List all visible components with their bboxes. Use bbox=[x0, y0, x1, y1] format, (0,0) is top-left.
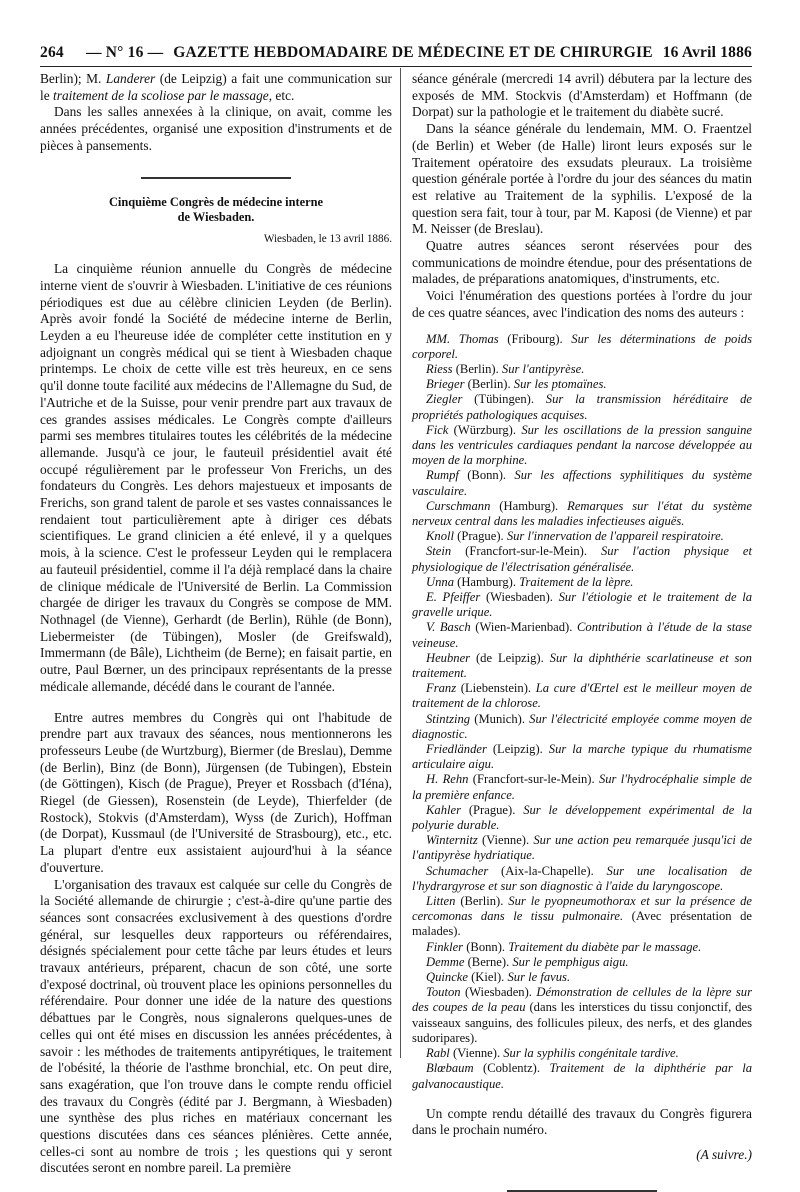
list-item bbox=[412, 575, 752, 590]
page-header bbox=[40, 42, 752, 64]
entry-topic: Sur les affections syphilitiques du système vasculaire. bbox=[412, 468, 752, 498]
entry-topic: Traitement de la diphthérie par la galvanocaustique. bbox=[412, 1061, 752, 1091]
right-paragraph-2: Dans la séance générale du lendemain, MM. O. Fraentzel (de Berlin) et Weber (de Halle) liront leurs exposés sur le Traitement opératoire des exsudats pleuraux. La troisième question générale portée à l'ordre du jour des séances du matin est relative au Traitement de la syphilis. L'exposé de la question sera fait, tour à tour, par M. Kaposi (de Vienne) et par M. Neisser (de Breslau). bbox=[412, 121, 752, 237]
entry-author: E. Pfeiffer bbox=[426, 590, 481, 604]
list-item bbox=[412, 772, 752, 802]
issue-date: 16 Avril 1886 bbox=[662, 44, 752, 61]
entry-place: (de Leipzig). bbox=[470, 650, 550, 665]
left-column bbox=[40, 71, 392, 1177]
list-item bbox=[412, 955, 752, 970]
list-item bbox=[412, 1061, 752, 1091]
entry-author: Heubner bbox=[426, 650, 471, 665]
entry-place: (Würzburg). bbox=[448, 422, 522, 437]
column-divider bbox=[400, 68, 401, 1058]
list-item bbox=[412, 362, 752, 377]
dateline: Wiesbaden, le 13 avril 1886. bbox=[263, 232, 392, 245]
list-item bbox=[412, 468, 752, 498]
entry-author: Schumacher bbox=[426, 863, 489, 878]
entry-place: (Prague). bbox=[460, 802, 524, 817]
list-item bbox=[412, 833, 752, 863]
entry-place: (Wien-Marienbad). bbox=[470, 620, 578, 635]
entry-topic: Traitement de la lèpre. bbox=[519, 574, 634, 589]
list-item bbox=[412, 392, 752, 422]
communication-list bbox=[412, 332, 752, 1092]
entry-topic: Remarques sur l'état du système nerveux central dans les maladies infectieuses aiguës. bbox=[412, 498, 752, 528]
entry-note: (Avec présentation de malades). bbox=[412, 909, 752, 939]
entry-place: (Hamburg). bbox=[454, 574, 520, 589]
section-separator bbox=[141, 177, 291, 179]
entry-place: (Aix-la-Chapelle). bbox=[488, 863, 607, 878]
entry-place: (Francfort-sur-le-Mein). bbox=[468, 772, 599, 787]
list-item bbox=[412, 499, 752, 529]
entry-place: (Berlin). bbox=[464, 377, 514, 392]
entry-author: Fick bbox=[426, 422, 449, 437]
continued-paragraph-2: Dans les salles annexées à la clinique, on avait, comme les années précédentes, organisé une exposition d'instruments et de pièces à pansements. bbox=[40, 104, 392, 153]
entry-place: (Coblentz). bbox=[473, 1061, 550, 1076]
list-item bbox=[412, 681, 752, 711]
entry-topic: Sur le pemphigus aigu. bbox=[512, 954, 629, 969]
continued-paragraph-1: Berlin); M. Landerer (de Leipzig) a fait une communication sur le traitement de la scoliose par le massage, etc. bbox=[40, 71, 392, 103]
list-item bbox=[412, 742, 752, 772]
entry-topic: Sur une action peu remarquée jusqu'ici de l'antipyrèse hydriatique. bbox=[412, 833, 752, 863]
entry-place: (Prague). bbox=[454, 529, 507, 544]
article-paragraph-1: La cinquième réunion annuelle du Congrès de médecine interne vient de s'ouvrir à Wiesbaden. L'initiative de ces réunions périodiques est due au célèbre clinicien Leyden (de Berlin). Après avoir fondé la Société de médecine interne de Berlin, Leyden a eu l'heureuse idée de compléter cette institution en y adjoignant un congrès médical qui se tient à Wiesbaden chaque printemps. Le choix de cette ville est très heureux, en ce sens qu'il donne toute facilité aux médecins de l'Allemagne du Sud, de l'Autriche et de la Suisse, pour venir prendre part aux travaux de ces grandes assises médicales. Le Congrès compte d'ailleurs parmi ses membres titulaires toutes les célébrités de la médecine allemande. Jusqu'à ce jour, le fauteuil présidentiel avait été occupé régulièrement par le professeur Von Frerichs, un des fondateurs du Congrès. Les dehors majestueux et imposants de Frerichs, son grand talent de parole et ses vastes connaissances le rendaient tout particulièrement apte à diriger ces débats scientifiques. Le grand clinicien a été enlevé, il y a quelques mois, à la science. C'est le professeur Leyden qui le remplacera au fauteuil présidentiel, comme il l'a déjà remplacé dans la chaire de clinique médicale de l'Université de Berlin. La Commission chargée de diriger les travaux du Congrès se compose de MM. Nothnagel (de Vienne), Gerhardt (de Berlin), Rühle (de Bonn), Liebermeister (de Tübingen), Mosler (de Greifswald), Immermann (de Bâle), Lichtheim (de Berne); en faisait partie, en outre, Paul Bœrner, un des principaux représentants de la presse médicale allemande, décédé dans le courant de l'année. bbox=[40, 261, 392, 694]
entry-topic: Sur l'hydrocéphalie simple de la première enfance. bbox=[412, 772, 752, 802]
entry-place: (Kiel). bbox=[467, 970, 508, 985]
list-item bbox=[412, 377, 752, 392]
entry-author: Brieger bbox=[426, 377, 465, 392]
list-item bbox=[412, 970, 752, 985]
entry-author: Unna bbox=[426, 574, 454, 589]
entry-place: (Liebenstein). bbox=[456, 681, 536, 696]
entry-topic: Sur l'innervation de l'appareil respiratoire. bbox=[506, 529, 724, 544]
entry-author: Quincke bbox=[426, 970, 468, 985]
entry-author: Stein bbox=[426, 544, 452, 559]
entry-topic: Sur la diphthérie scarlatineuse et son traitement. bbox=[412, 650, 752, 681]
entry-place: (Tübingen). bbox=[462, 392, 546, 407]
right-paragraph-4: Voici l'énumération des questions portées à l'ordre du jour de ces quatre séances, avec l'indication des noms des auteurs : bbox=[412, 288, 752, 320]
right-paragraph-1: séance générale (mercredi 14 avril) débutera par la lecture des exposés de MM. Stockvis (d'Amsterdam) et Hoffmann (de Dorpat) sur la pathologie et le traitement du diabète sucré. bbox=[412, 71, 752, 120]
issue-number: — N° 16 — bbox=[86, 44, 164, 61]
list-item bbox=[412, 423, 752, 469]
entry-topic: Contribution à l'étude de la stase veineuse. bbox=[412, 620, 752, 650]
header-rule bbox=[40, 66, 752, 67]
list-item bbox=[412, 985, 752, 1046]
list-item bbox=[412, 803, 752, 833]
entry-topic: Sur les déterminations de poids corporel. bbox=[412, 331, 753, 361]
entry-author: Litten bbox=[426, 894, 456, 909]
right-column bbox=[412, 71, 752, 1192]
entry-author: H. Rehn bbox=[426, 772, 469, 787]
entry-author: Friedländer bbox=[426, 742, 487, 757]
list-item bbox=[412, 332, 752, 362]
list-item bbox=[412, 651, 752, 681]
entry-topic: Sur l'électricité employée comme moyen de diagnostic. bbox=[412, 711, 752, 741]
entry-topic: Démonstration de cellules de la lèpre sur des coupes de la peau bbox=[412, 985, 752, 1015]
entry-topic: Sur le développement expérimental de la polyurie durable. bbox=[412, 802, 752, 833]
journal-title: GAZETTE HEBDOMADAIRE DE MÉDECINE ET DE CHIRURGIE bbox=[173, 44, 653, 61]
page-number: 264 bbox=[40, 44, 64, 61]
entry-topic: Sur le favus. bbox=[507, 970, 571, 985]
list-item bbox=[412, 529, 752, 544]
entry-author: Franz bbox=[426, 681, 457, 696]
entry-topic: Sur les ptomaïnes. bbox=[513, 377, 607, 392]
list-item bbox=[412, 590, 752, 620]
entry-topic: Sur la syphilis congénitale tardive. bbox=[503, 1046, 679, 1061]
entry-place: (Vienne). bbox=[449, 1046, 504, 1061]
entry-place: (Munich). bbox=[470, 711, 530, 726]
entry-note: (dans les interstices du tissu conjonctif, des vaisseaux sanguins, des follicules pileux, des nerfs, et des glandes sudoripares). bbox=[412, 1000, 752, 1045]
entry-place: (Hamburg). bbox=[490, 498, 568, 513]
entry-author: Blœbaum bbox=[426, 1061, 474, 1076]
list-item bbox=[412, 940, 752, 955]
entry-place: (Bonn). bbox=[458, 468, 515, 483]
entry-topic: Sur une localisation de l'hydrargyrose et sur son diagnostic à l'aide du laryngoscope. bbox=[412, 863, 752, 893]
entry-place: (Bonn). bbox=[463, 939, 509, 954]
entry-place: (Berlin). bbox=[452, 361, 502, 376]
entry-place: (Vienne). bbox=[477, 833, 534, 848]
entry-author: Knoll bbox=[426, 529, 454, 544]
entry-topic: La cure d'Œrtel est le meilleur moyen de traitement de la chlorose. bbox=[412, 681, 752, 711]
entry-topic: Sur l'action physique et physiologique de l'électrisation généralisée. bbox=[412, 544, 753, 574]
entry-author: Rumpf bbox=[426, 468, 459, 483]
closing-paragraph: Un compte rendu détaillé des travaux du Congrès figurera dans le prochain numéro. bbox=[412, 1105, 752, 1138]
entry-place: (Fribourg). bbox=[498, 331, 572, 346]
article-paragraph-3: L'organisation des travaux est calquée sur celle du Congrès de la Société allemande de chirurgie ; c'est-à-dire qu'une partie des séances sont consacrées exclusivement à des questions d'ordre général, sur lesquelles deux rapporteurs ou référendaires, désignés spécialement pour cette tâche par leurs études et leurs travaux antérieurs, préparent, chacun de son côté, une sorte d'exposé doctrinal, où trouvent place les opinions personnelles du référendaire. Pour donner une idée de la nature des questions débattues par le Congrès, nous signalerons quelques-unes de celles qui ont été mises en discussion les années précédentes, à savoir : les méthodes de traitements antipyrétiques, le traitement de l'obésité, la théorie de l'asthme bronchial, etc. On peut dire, sans exagération, que l'on trouve dans le compte rendu officiel des travaux du Congrès (édité par J. Bergmann, à Wiesbaden) une synthèse des plus riches en matériaux concernant les questions discutées dans ces séances plénières. Cette année, celles-ci sont au nombre de trois ; les questions qui y seront discutées seront en nombre pareil. La première bbox=[40, 876, 392, 1176]
list-item bbox=[412, 1046, 752, 1061]
section-title: Cinquième Congrès de médecine interne de Wiesbaden. bbox=[108, 194, 324, 224]
entry-author: Touton bbox=[426, 985, 461, 1000]
entry-topic: Sur le pyopneumothorax et sur la présence de cercomonas dans le tissu pulmonaire. bbox=[412, 894, 753, 924]
entry-author: Riess bbox=[426, 361, 453, 376]
entry-author: Stintzing bbox=[426, 711, 471, 726]
entry-author: V. Basch bbox=[426, 620, 471, 635]
entry-topic: Sur les oscillations de la pression sanguine dans les ventricules cardiaques pendant la narcose développée au moyen de la morphine. bbox=[412, 422, 752, 468]
entry-topic: Sur la transmission héréditaire de propriétés pathologiques acquises. bbox=[412, 392, 752, 422]
article-paragraph-2: Entre autres membres du Congrès qui ont l'habitude de prendre part aux travaux des séances, nous mentionnerons les professeurs Leube (de Wurtzburg), Biermer (de Breslau), Demme (de Berlin), Binz (de Bonn), Jürgensen (de Tubingen), Ebstein (de Göttingen), Kisch (de Prague), Preyer et Rossbach (d'Iéna), Riegel (de Giessen), Rosenstein (de Leyde), Thierfelder (de Rostock), Stokvis (d'Amsterdam), Wyss (de Zurich), Hoffman (de Dorpat), Kussmaul (de l'Université de Strasbourg), etc., etc. La plupart d'entre eux assistaient aujourd'hui à la séance d'ouverture. bbox=[40, 709, 392, 875]
to-be-continued: (A suivre.) bbox=[696, 1147, 752, 1163]
entry-author: MM. Thomas bbox=[426, 331, 499, 346]
entry-place: (Wiesbaden). bbox=[460, 985, 537, 1000]
entry-author: Finkler bbox=[426, 939, 464, 954]
entry-topic: Sur l'étiologie et le traitement de la gravelle urique. bbox=[412, 590, 752, 620]
list-item bbox=[412, 620, 752, 650]
entry-place: (Leipzig). bbox=[486, 742, 549, 757]
entry-topic: Sur l'antipyrèse. bbox=[501, 361, 585, 376]
entry-author: Demme bbox=[426, 954, 465, 969]
entry-author: Ziegler bbox=[426, 392, 463, 407]
entry-author: Rabl bbox=[426, 1046, 450, 1061]
entry-topic: Traitement du diabète par le massage. bbox=[508, 939, 702, 954]
right-paragraph-3: Quatre autres séances seront réservées pour des communications de moindre étendue, pour des présentations de malades, de préparations anatomiques, d'instruments, etc. bbox=[412, 238, 752, 287]
entry-author: Kahler bbox=[426, 802, 461, 817]
entry-place: (Francfort-sur-le-Mein). bbox=[451, 544, 601, 559]
entry-place: (Wiesbaden). bbox=[480, 590, 559, 604]
list-item bbox=[412, 544, 752, 574]
entry-place: (Berne). bbox=[464, 954, 513, 969]
entry-topic: Sur la marche typique du rhumatisme articulaire aigu. bbox=[412, 742, 752, 772]
entry-author: Curschmann bbox=[426, 498, 491, 513]
list-item bbox=[412, 864, 752, 894]
entry-author: Winternitz bbox=[426, 833, 478, 848]
entry-place: (Berlin). bbox=[455, 894, 509, 909]
list-item bbox=[412, 894, 752, 940]
list-item bbox=[412, 712, 752, 742]
